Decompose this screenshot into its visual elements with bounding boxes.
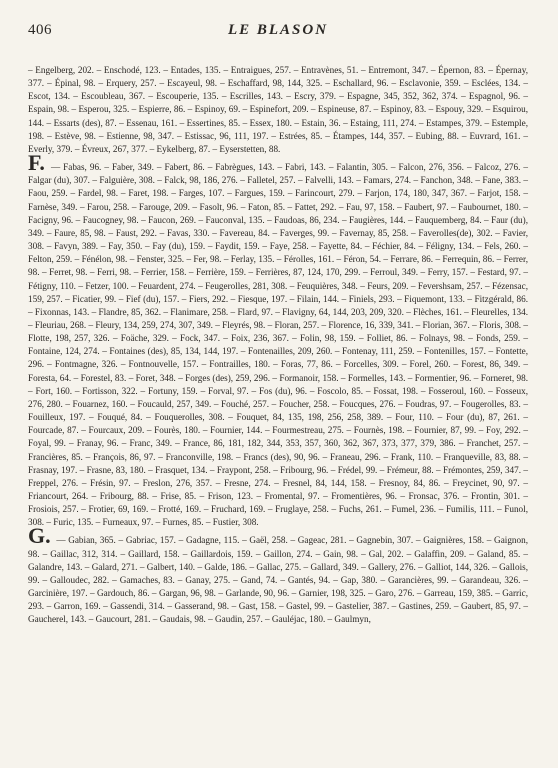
index-section-g	[28, 523, 528, 626]
index-entries-g: — Gabian, 365. – Gabriac, 157. – Gadagne, 115. – Gaël, 258. – Gageac, 281. – Gagnebin, 307. – Gaignières, 158. – Gaignon, 98. – Gaillac, 312, 314. – Gaillard, 158. – Gaillardois, 159. – Gaillon, 274. – Gain, 98. – Gal, 202. – Galaffin, 209. – Galand, 85. – Galandre, 143. – Galard, 271. – Galbert, 140. – Galde, 186. – Gallac, 275. – Gallard, 349. – Gallery, 276. – Galliot, 144, 326. – Gallois, 99. – Galloudec, 282. – Gamaches, 83. – Ganay, 275. – Gand, 74. – Gantés, 94. – Gap, 380. – Garancières, 99. – Garandeau, 326. – Garcinière, 197. – Gardouch, 86. – Gargan, 96, 98. – Garlande, 90, 96. – Garnier, 198, 325. – Garo, 276. – Garreau, 159, 385. – Garric, 293. – Garron, 169. – Gassendi, 314. – Gasserand, 98. – Gast, 158. – Gastel, 99. – Gastelier, 387. – Gastines, 259. – Gaubert, 85, 97. – Gaucherel, 143. – Gaucourt, 281. – Gaudais, 98. – Gaudin, 257. – Gauléjac, 180. – Gaulmyn,	[28, 535, 528, 625]
index-entries-f: — Fabas, 96. – Faber, 349. – Fabert, 86. – Fabrègues, 143. – Fabri, 143. – Falantin, 305. – Falcon, 276, 356. – Falcoz, 276. – Falgar (du), 307. – Falguière, 308. – Falck, 98, 186, 276. – Falletel, 257. – Falvelli, 143. – Famars, 274. – Fanchon, 348. – Fane, 383. – Faou, 259. – Fardel, 98. – Faret, 198. – Farges, 107. – Fargues, 159. – Farincourt, 279. – Farjon, 174, 180, 347, 367. – Farjot, 158. – Farnèse, 349. – Farou, 258. – Farouge, 209. – Fasolt, 96. – Faton, 85. – Fattet, 292. – Fau, 97, 158. – Faubert, 97. – Faubournet, 180. – Facigny, 96. – Faucogney, 98. – Faucon, 269. – Fauconval, 135. – Faudoas, 86, 234. – Faugières, 144. – Fauquemberg, 84. – Faur (du), 349. – Faure, 85, 98. – Faust, 292. – Favas, 330. – Favereau, 84. – Faverges, 99. – Favernay, 85, 258. – Faverolles(de), 302. – Favier, 308. – Favyn, 389. – Fay, 350. – Fay (du), 159. – Faydit, 159. – Faye, 258. – Fayette, 84. – Féchier, 84. – Féligny, 134. – Fels, 260. – Felton, 259. – Fénélon, 98. – Fenster, 325. – Fer, 98. – Ferlay, 135. – Férolles, 161. – Féron, 54. – Ferrare, 86. – Ferrequin, 86. – Ferrer, 98. – Ferret, 98. – Ferri, 98. – Ferrier, 158. – Ferrière, 159. – Ferrières, 87, 124, 170, 299. – Ferroul, 349. – Ferry, 157. – Festard, 97. – Fétigny, 110. – Fetzer, 100. – Feuardent, 274. – Feugerolles, 281, 308. – Feuquières, 348. – Feurs, 209. – Fevershsam, 257. – Fézensac, 159, 257. – Ficatier, 99. – Fief (du), 157. – Fiers, 292. – Fiesque, 197. – Filain, 144. – Finiels, 293. – Fiquemont, 133. – Fitzgérald, 86. – Fixonnas, 143. – Flandre, 85, 362. – Flanimare, 258. – Flard, 97. – Flavigny, 64, 144, 203, 209, 320. – Flèches, 161. – Fleurelles, 134. – Fleuriau, 268. – Fleury, 134, 259, 274, 307, 349. – Fleyrés, 98. – Floran, 257. – Florence, 16, 339, 341. – Florian, 367. – Floris, 308. – Flotte, 198, 257, 326. – Foäche, 329. – Fock, 347. – Foix, 236, 367. – Folin, 98, 159. – Folliet, 86. – Folnays, 98. – Fonds, 259. – Fontaine, 124, 274. – Fontaines (des), 85, 134, 144, 197. – Fontenailles, 209, 260. – Fontenay, 111, 259. – Fontenilles, 157. – Fontette, 296. – Fontmagne, 326. – Fontnouvelle, 157. – Fontrailles, 180. – Foras, 77, 86. – Forcelles, 309. – Forel, 260. – Forest, 86, 349. – Foresta, 64. – Forestel, 83. – Foret, 348. – Forges (des), 259, 296. – Formanoir, 158. – Formelles, 143. – Formentier, 96. – Forneret, 98. – Fort, 160. – Fortisson, 322. – Fortuny, 159. – Forval, 97. – Fos (du), 96. – Foscolo, 85. – Fossat, 198. – Fosseroul, 160. – Fosseux, 276, 280. – Fouarnez, 160. – Foucauld, 257, 349. – Fouché, 257. – Foucher, 258. – Foucques, 276. – Foudras, 97. – Fougerolles, 83. – Fouilleux, 197. – Fouqué, 84. – Fouquerolles, 308. – Fouquet, 84, 135, 198, 256, 258, 389. – Four, 110. – Four (du), 87, 261. – Fourcade, 87. – Fourcaux, 209. – Fourès, 180. – Fournier, 144. – Fourmestreau, 275. – Fournès, 198. – Fournier, 87, 99. – Foy, 292. – Foyal, 99. – Franay, 96. – Franc, 349. – France, 86, 181, 182, 344, 353, 357, 360, 362, 367, 373, 377, 379, 386. – Franchet, 257. – Francières, 85. – François, 86, 97. – Franconville, 198. – Francs (des), 90, 96. – Franeau, 296. – Frank, 110. – Franqueville, 83, 88. – Frasnay, 197. – Frasne, 83, 180. – Frasquet, 134. – Fraypont, 258. – Fribourg, 96. – Frédel, 99. – Frémeur, 88. – Frémontes, 259, 347. – Freppel, 276. – Frésin, 97. – Freslon, 276, 357. – Fresne, 274. – Fresnel, 84, 144, 158. – Fresnoy, 84, 86. – Freycinet, 90, 97. – Friancourt, 264. – Fribourg, 88. – Frise, 85. – Frison, 123. – Fromental, 97. – Fromentières, 96. – Fronsac, 376. – Frontin, 301. – Frosiois, 257. – Frotier, 69, 169. – Frotté, 169. – Fruchard, 169. – Fruglaye, 258. – Fuchs, 261. – Fumel, 236. – Fumilis, 111. – Funol, 308. – Furic, 135. – Furneaux, 97. – Furnes, 85. – Fustier, 308.	[28, 162, 529, 528]
page-number: 406	[28, 22, 52, 38]
section-letter-f: F.	[28, 150, 45, 176]
section-letter-g: G.	[28, 523, 51, 549]
index-entries-e-continued: – Engelberg, 202. – Enschodé, 123. – Entades, 135. – Entraigues, 257. – Entravènes, 51. – Entremont, 347. – Épernon, 83. – Épernay, 377. – Épinal, 98. – Erquery, 257. – Escayeul, 98. – Eschaffard, 98, 144, 325. – Eschallard, 96. – Esclavonie, 359. – Esclées, 134. – Escot, 134. – Escoubleau, 367. – Escouperie, 135. – Escrilles, 143. – Escry, 379. – Espagne, 345, 352, 362, 374. – Espagnol, 96. – Espain, 98. – Esperou, 325. – Espierre, 86. – Espinoy, 69. – Espinefort, 209. – Espineuse, 87. – Espinoy, 83. – Espouy, 329. – Esquirou, 144. – Essarts (des), 87. – Essenau, 161. – Essertines, 85. – Essex, 180. – Estain, 36. – Estaing, 111, 274. – Estampes, 379. – Estemple, 198. – Estève, 98. – Estienne, 98, 347. – Estissac, 96, 111, 197. – Estrées, 85. – Étampes, 144, 357. – Eubing, 88. – Euvrard, 161. – Everly, 379. – Évreux, 267, 377. – Eykelberg, 87. – Eyserstetten, 88.	[28, 65, 528, 154]
index-content	[28, 64, 528, 627]
index-section-f	[28, 150, 529, 529]
running-title: LE BLASON	[227, 22, 329, 38]
page-header	[28, 22, 528, 44]
